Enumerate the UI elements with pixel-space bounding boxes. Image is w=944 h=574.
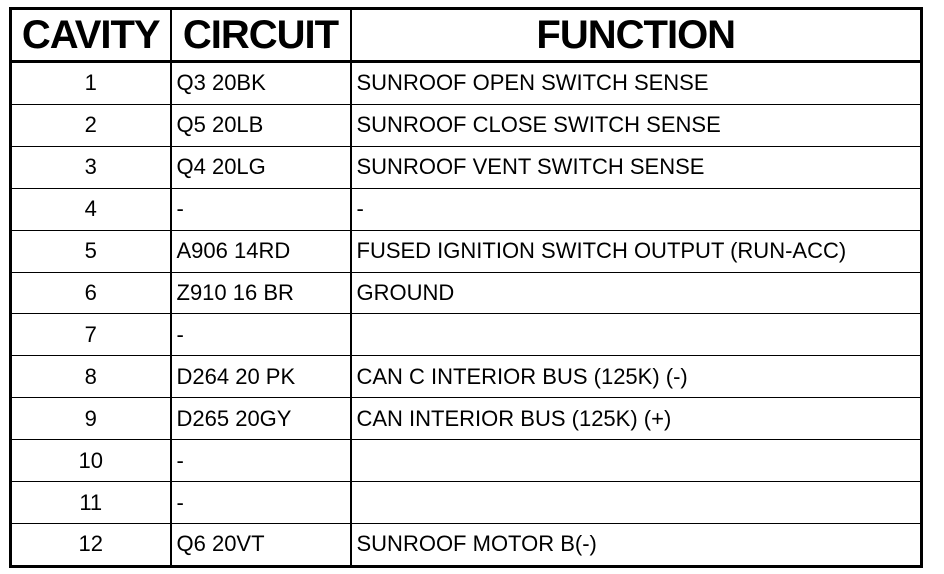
circuit-cell: Q3 20BK	[171, 62, 351, 105]
cavity-cell: 11	[11, 482, 171, 524]
function-cell: FUSED IGNITION SWITCH OUTPUT (RUN-ACC)	[351, 230, 922, 272]
table-row	[11, 188, 922, 230]
table-row	[11, 356, 922, 398]
cavity-cell: 2	[11, 104, 171, 146]
function-cell: SUNROOF VENT SWITCH SENSE	[351, 146, 922, 188]
header-row	[11, 9, 922, 62]
circuit-cell: -	[171, 188, 351, 230]
function-cell: -	[351, 188, 922, 230]
cavity-cell: 7	[11, 314, 171, 356]
function-cell: SUNROOF OPEN SWITCH SENSE	[351, 62, 922, 105]
circuit-cell: Q4 20LG	[171, 146, 351, 188]
circuit-cell: -	[171, 440, 351, 482]
header-function: FUNCTION	[351, 9, 922, 62]
function-cell	[351, 314, 922, 356]
function-cell: CAN INTERIOR BUS (125K) (+)	[351, 398, 922, 440]
function-cell	[351, 482, 922, 524]
cavity-cell: 5	[11, 230, 171, 272]
table-row	[11, 104, 922, 146]
cavity-cell: 3	[11, 146, 171, 188]
connector-pinout-table	[9, 7, 923, 568]
cavity-cell: 9	[11, 398, 171, 440]
cavity-cell: 6	[11, 272, 171, 314]
cavity-cell: 10	[11, 440, 171, 482]
circuit-cell: D264 20 PK	[171, 356, 351, 398]
table-row	[11, 482, 922, 524]
table-row	[11, 272, 922, 314]
circuit-cell: -	[171, 482, 351, 524]
cavity-cell: 4	[11, 188, 171, 230]
function-cell: SUNROOF CLOSE SWITCH SENSE	[351, 104, 922, 146]
function-cell: CAN C INTERIOR BUS (125K) (-)	[351, 356, 922, 398]
circuit-cell: -	[171, 314, 351, 356]
circuit-cell: A906 14RD	[171, 230, 351, 272]
table-row	[11, 314, 922, 356]
cavity-cell: 1	[84, 70, 97, 96]
cavity-cell: 12	[11, 523, 171, 566]
table-row	[11, 398, 922, 440]
circuit-cell: D265 20GY	[171, 398, 351, 440]
header-circuit: CIRCUIT	[171, 9, 351, 62]
table-row	[11, 440, 922, 482]
circuit-cell: Z910 16 BR	[171, 272, 351, 314]
table-row	[11, 62, 922, 105]
table-row	[11, 230, 922, 272]
function-cell: SUNROOF MOTOR B(-)	[351, 523, 922, 566]
cavity-cell: 8	[11, 356, 171, 398]
function-cell	[351, 440, 922, 482]
table-row	[11, 523, 922, 566]
circuit-cell: Q5 20LB	[171, 104, 351, 146]
function-cell: GROUND	[351, 272, 922, 314]
circuit-cell: Q6 20VT	[171, 523, 351, 566]
header-cavity: CAVITY	[11, 9, 171, 62]
table-row	[11, 146, 922, 188]
